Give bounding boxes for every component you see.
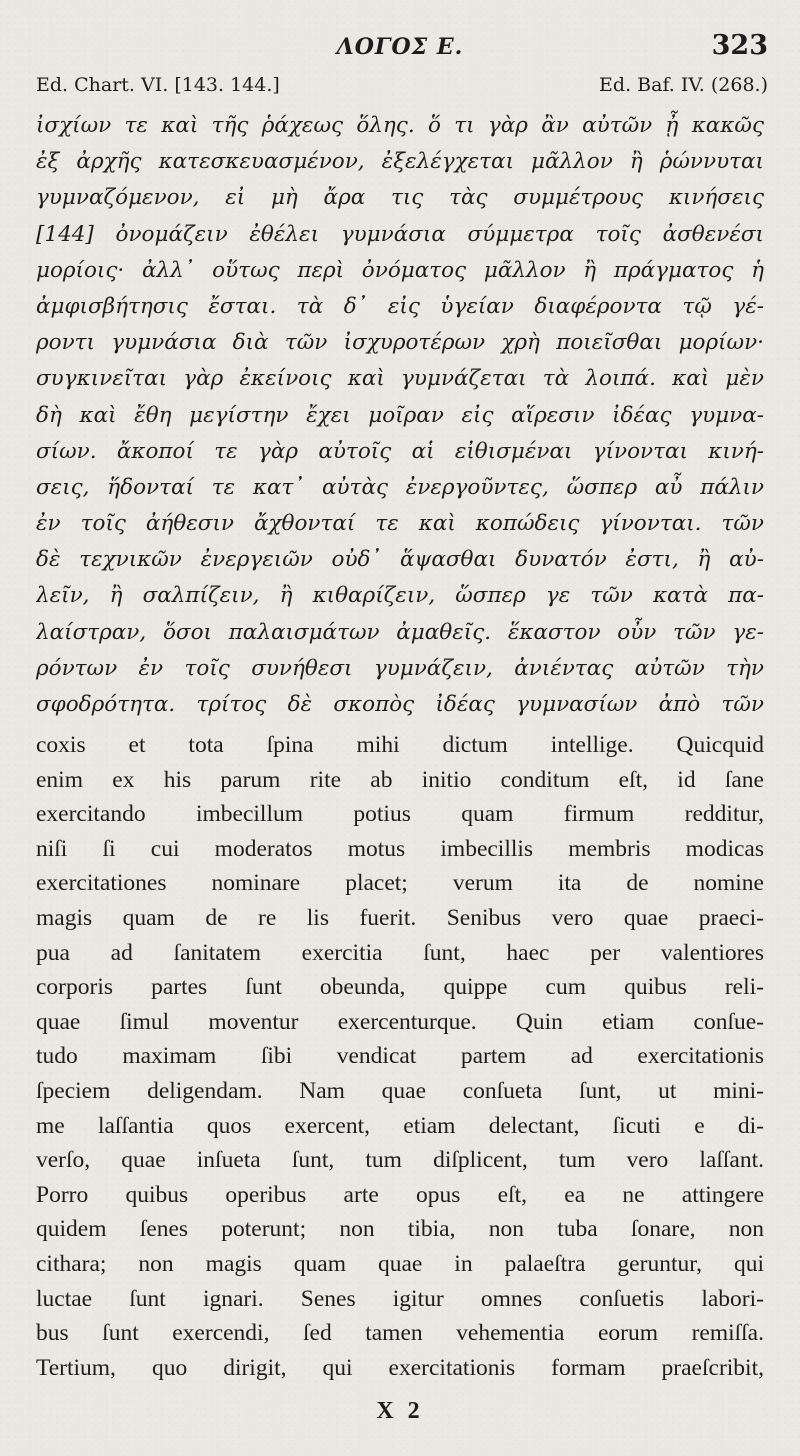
greek-text-line: λαίστραν, ὅσοι παλαισμάτων ἀμαθεῖς. ἕκαστον οὖν τῶν γε- <box>36 619 764 645</box>
latin-text-line: coxis et tota ſpina mihi dictum intellige. Quicquid <box>36 732 764 758</box>
latin-text-line: exercitationes nominare placet; verum ita de nomine <box>36 870 764 897</box>
running-title: ΛΟΓΟΣ Ε. <box>336 34 464 60</box>
latin-text-line: tudo maximam ſibi vendicat partem ad exercitationis <box>36 1043 764 1070</box>
greek-text-line: σφοδρότητα. τρίτος δὲ σκοπὸς ἰδέας γυμνασίων ἀπὸ τῶν <box>36 692 764 717</box>
page-number: 323 <box>711 30 768 61</box>
latin-text-line: cithara; non magis quam quae in palaeſtra geruntur, qui <box>36 1250 764 1277</box>
running-head <box>0 30 800 66</box>
greek-text-line: σίων. ἄκοποί τε γὰρ αὐτοῖς αἱ εἰθισμέναι γίνονται κινή- <box>36 438 764 464</box>
latin-text-block <box>36 728 764 1385</box>
greek-text-line: λεῖν, ἢ σαλπίζειν, ἢ κιθαρίζειν, ὥσπερ γε τῶν κατὰ πα- <box>36 583 764 609</box>
latin-text-line: corporis partes ſunt obeunda, quippe cum quibus reli- <box>36 974 764 1001</box>
latin-text-line: quidem ſenes poterunt; non tibia, non tuba ſonare, non <box>36 1216 764 1243</box>
signature-mark: X 2 <box>376 1398 424 1424</box>
latin-text-line: magis quam de re lis fuerit. Senibus vero quae praeci- <box>36 904 764 931</box>
greek-text-line: ἰσχίων τε καὶ τῆς ῥάχεως ὅλης. ὅ τι γὰρ ἂν αὐτῶν ᾖ κακῶς <box>36 113 764 138</box>
latin-text-line: Porro quibus operibus arte opus eſt, ea ne attingere <box>36 1181 764 1208</box>
greek-text-line: ἐξ ἀρχῆς κατεσκευασμένον, ἐξελέγχεται μᾶλλον ἢ ῥώννυται <box>36 149 764 175</box>
latin-text-line: me laſſantia quos exercent, etiam delectant, ſicuti e di- <box>36 1112 764 1139</box>
edition-reference-line <box>36 74 768 104</box>
greek-text-line: σεις, ἥδονταί τε κατ᾽ αὐτὰς ἐνεργοῦντες, ὥσπερ αὖ πάλιν <box>36 474 764 500</box>
latin-text-line: exercitando imbecillum potius quam firmum redditur, <box>36 801 764 828</box>
latin-text-line: enim ex his parum rite ab initio conditum eſt, id ſane <box>36 766 764 793</box>
latin-text-line: bus ſunt exercendi, ſed tamen vehementia eorum remiſſa. <box>36 1320 764 1347</box>
greek-text-line: ροντι γυμνάσια διὰ τῶν ἰσχυροτέρων χρὴ ποιεῖσθαι μορίων· <box>36 330 764 356</box>
latin-text-line: verſo, quae inſueta ſunt, tum diſplicent, tum vero laſſant. <box>36 1147 764 1174</box>
greek-text-line: συγκινεῖται γὰρ ἐκείνοις καὶ γυμνάζεται τὰ λοιπά. καὶ μὲν <box>36 366 764 392</box>
greek-text-line: [144] ὀνομάζειν ἐθέλει γυμνάσια σύμμετρα τοῖς ἀσθενέσι <box>36 221 764 247</box>
greek-text-line: ἐν τοῖς ἀήθεσιν ἄχθονταί τε καὶ κοπώδεις γίνονται. τῶν <box>36 511 764 537</box>
greek-text-line: δὲ τεχνικῶν ἐνεργειῶν οὐδ᾽ ἅψασθαι δυνατόν ἐστι, ἢ αὐ- <box>36 547 764 573</box>
latin-text-line: ſpeciem deligendam. Nam quae conſueta ſunt, ut mini- <box>36 1077 764 1104</box>
greek-text-line: ἀμφισβήτησις ἔσται. τὰ δ᾽ εἰς ὑγείαν διαφέροντα τῷ γέ- <box>36 293 764 319</box>
greek-text-line: ρόντων ἐν τοῖς συνήθεσι γυμνάζειν, ἀνιέντας αὐτῶν τὴν <box>36 655 764 681</box>
edition-basel-reference: Ed. Baf. IV. (268.) <box>599 74 768 96</box>
latin-text-line: niſi ſi cui moderatos motus imbecillis membris modicas <box>36 835 764 862</box>
greek-text-block <box>36 108 764 723</box>
latin-text-line: luctae ſunt ignari. Senes igitur omnes conſuetis labori- <box>36 1285 764 1312</box>
greek-text-line: μορίοις· ἀλλ᾽ οὕτως περὶ ὀνόματος μᾶλλον ἢ πράγματος ἡ <box>36 257 764 283</box>
edition-chartier-reference: Ed. Chart. VI. [143. 144.] <box>36 74 280 96</box>
latin-text-line: Tertium, quo dirigit, qui exercitationis formam praeſcribit, <box>36 1354 764 1381</box>
latin-text-line: pua ad ſanitatem exercitia ſunt, haec per valentiores <box>36 939 764 966</box>
latin-text-line: quae ſimul moventur exercenturque. Quin etiam conſue- <box>36 1008 764 1035</box>
greek-text-line: γυμναζόμενον, εἰ μὴ ἄρα τις τὰς συμμέτρους κινήσεις <box>36 185 764 211</box>
greek-text-line: δὴ καὶ ἔθη μεγίστην ἔχει μοῖραν εἰς αἵρεσιν ἰδέας γυμνα- <box>36 402 764 428</box>
